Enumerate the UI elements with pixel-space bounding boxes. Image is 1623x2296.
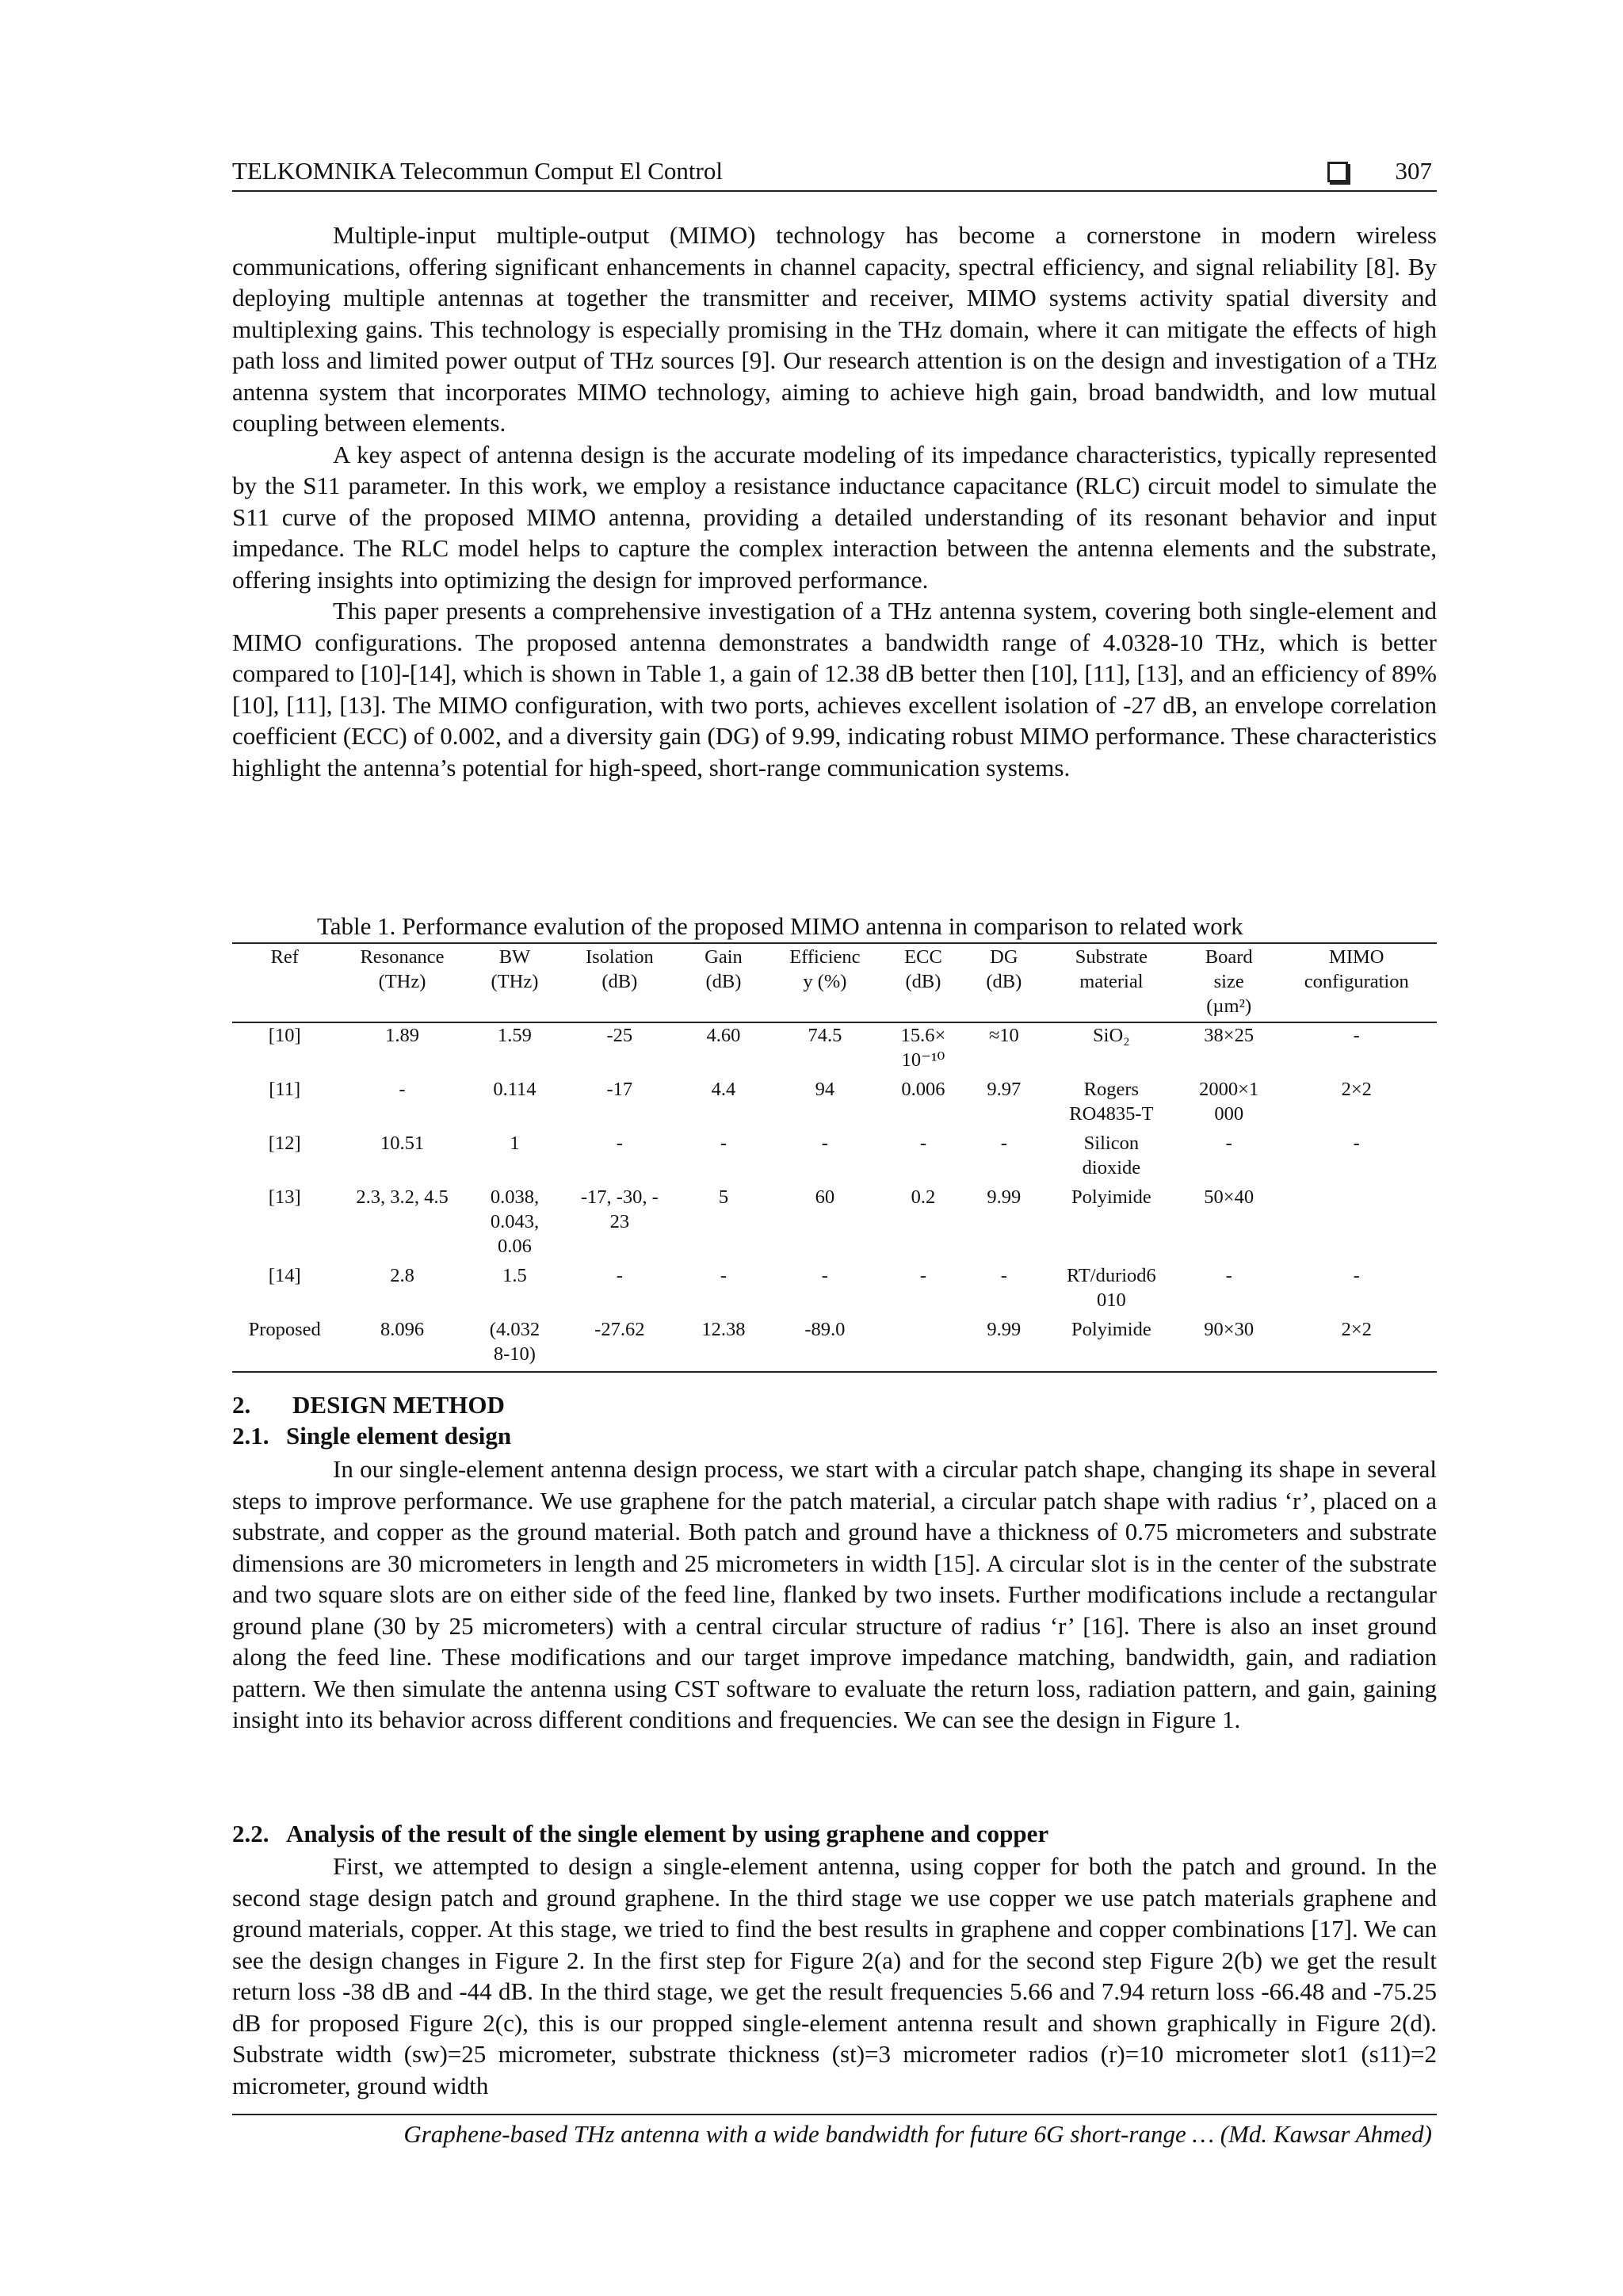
section-2-1-text bbox=[232, 1454, 1437, 1736]
table-row bbox=[232, 1263, 1437, 1317]
cell-line: 9.97 bbox=[987, 1079, 1022, 1100]
column-header bbox=[1277, 943, 1437, 1022]
table-cell bbox=[770, 1131, 880, 1185]
cell-line: RO4835-T bbox=[1069, 1103, 1154, 1125]
cell-line: - bbox=[1353, 1133, 1360, 1154]
table-cell bbox=[677, 1185, 769, 1263]
table-cell bbox=[562, 1077, 677, 1131]
header-line: material bbox=[1079, 971, 1144, 992]
cell-line: - bbox=[1000, 1133, 1007, 1154]
table-cell bbox=[967, 1185, 1041, 1263]
cell-line: 1.89 bbox=[385, 1025, 419, 1046]
table-row bbox=[232, 1131, 1437, 1185]
cell-line: dioxide bbox=[1082, 1157, 1141, 1179]
comparison-table bbox=[232, 942, 1437, 1373]
table-cell bbox=[770, 1077, 880, 1131]
checkbox-square-icon bbox=[1327, 162, 1348, 182]
paragraph: Multiple-input multiple-output (MIMO) technology has become a cornerstone in modern wireless communications, offering significant enhancements in channel capacity, spectral efficiency, and signal reliability [8]. By deploying multiple antennas at together the transmitter and receiver, MIMO systems activity spatial diversity and multiplexing gains. This technology is especially promising in the THz domain, where it can mitigate the effects of high path loss and limited power output of THz sources [9]. Our research attention is on the design and investigation of a THz antenna system that incorporates MIMO technology, aiming to achieve high gain, broad bandwidth, and low mutual coupling between elements. bbox=[232, 221, 1437, 437]
header-line: y (%) bbox=[803, 971, 847, 992]
cell-line: 15.6× bbox=[900, 1025, 946, 1046]
cell-line: 0.06 bbox=[498, 1236, 532, 1257]
table-cell bbox=[562, 1317, 677, 1372]
cell-line: 5 bbox=[718, 1186, 729, 1208]
table-cell bbox=[770, 1317, 880, 1372]
cell-line: 2.3, 3.2, 4.5 bbox=[356, 1186, 449, 1208]
cell-line: - bbox=[720, 1133, 727, 1154]
table-cell bbox=[1041, 1131, 1182, 1185]
cell-line: - bbox=[720, 1265, 727, 1286]
header-line: Resonance bbox=[360, 946, 445, 968]
table-cell bbox=[562, 1263, 677, 1317]
cell-line: 010 bbox=[1097, 1289, 1126, 1311]
header-line: Efficienc bbox=[789, 946, 861, 968]
cell-line: 2000×1 bbox=[1199, 1079, 1259, 1100]
journal-name: TELKOMNIKA Telecommun Comput El Control bbox=[232, 157, 723, 185]
table-cell bbox=[337, 1077, 467, 1131]
cell-line: 12.38 bbox=[701, 1319, 746, 1340]
cell-line: SiO₂ bbox=[1093, 1025, 1130, 1046]
column-header bbox=[770, 943, 880, 1022]
cell-line: 2.8 bbox=[390, 1265, 414, 1286]
table-caption: Table 1. Performance evalution of the proposed MIMO antenna in comparison to related work bbox=[317, 912, 1243, 940]
table-cell bbox=[880, 1317, 966, 1372]
cell-line: -17 bbox=[606, 1079, 633, 1100]
table-row bbox=[232, 1185, 1437, 1263]
table-cell bbox=[562, 1131, 677, 1185]
table-header-row bbox=[232, 943, 1437, 1022]
table-row bbox=[232, 1022, 1437, 1077]
cell-line: 1.5 bbox=[502, 1265, 527, 1286]
section-heading bbox=[232, 1391, 505, 1419]
cell-line: 0.2 bbox=[911, 1186, 936, 1208]
table-cell bbox=[468, 1077, 563, 1131]
table-body bbox=[232, 1022, 1437, 1372]
header-line: Gain bbox=[705, 946, 743, 968]
table-row bbox=[232, 1077, 1437, 1131]
cell-line: - bbox=[821, 1265, 828, 1286]
column-header bbox=[1041, 943, 1182, 1022]
cell-line: [13] bbox=[268, 1186, 301, 1208]
cell-line: 10.51 bbox=[380, 1133, 425, 1154]
table-row bbox=[232, 1317, 1437, 1372]
cell-line: - bbox=[1353, 1265, 1360, 1286]
cell-line: - bbox=[919, 1265, 927, 1286]
cell-line: - bbox=[1353, 1025, 1360, 1046]
cell-line: Polyimide bbox=[1071, 1186, 1151, 1208]
table-cell bbox=[677, 1022, 769, 1077]
table-cell bbox=[967, 1317, 1041, 1372]
table-cell bbox=[468, 1317, 563, 1372]
table-cell bbox=[967, 1077, 1041, 1131]
cell-line: - bbox=[919, 1133, 927, 1154]
cell-line: 4.4 bbox=[711, 1079, 736, 1100]
paragraph: First, we attempted to design a single-element antenna, using copper for both the patch and ground. In the second stage design patch and ground graphene. In the third stage we use copper we use patch materials graphene and ground materials, copper. At this stage, we tried to find the best results in graphene and copper combinations [17]. We can see the design changes in Figure 2. In the first step for Figure 2(a) and for the second step Figure 2(b) we get the result return loss -38 dB and -44 dB. In the third stage, we get the result frequencies 5.66 and 7.94 return loss -66.48 and -75.25 dB for proposed Figure 2(c), this is our propped single-element antenna result and shown graphically in Figure 2(d). Substrate width (sw)=25 micrometer, substrate thickness (st)=3 micrometer radios (r)=10 micrometer slot1 (s11)=2 micrometer, ground width bbox=[232, 1852, 1437, 2099]
cell-line: -89.0 bbox=[804, 1319, 846, 1340]
cell-line: 9.99 bbox=[987, 1319, 1022, 1340]
cell-line: -17, -30, - bbox=[580, 1186, 659, 1208]
table-cell bbox=[770, 1022, 880, 1077]
cell-line: RT/duriod6 bbox=[1066, 1265, 1156, 1286]
cell-line: 60 bbox=[815, 1186, 835, 1208]
cell-line: 90×30 bbox=[1204, 1319, 1254, 1340]
cell-line: Silicon bbox=[1083, 1133, 1140, 1154]
subsection-number: 2.1. bbox=[232, 1422, 269, 1450]
header-line: (dB) bbox=[705, 971, 742, 992]
running-footer bbox=[232, 2114, 1437, 2148]
table-cell bbox=[880, 1131, 966, 1185]
header-line: MIMO bbox=[1329, 946, 1384, 968]
cell-line: - bbox=[821, 1133, 828, 1154]
table-cell bbox=[1182, 1185, 1277, 1263]
cell-line: [12] bbox=[268, 1133, 301, 1154]
header-line: Ref bbox=[270, 946, 299, 968]
table-cell bbox=[1041, 1263, 1182, 1317]
cell-line: - bbox=[616, 1133, 623, 1154]
subsection-heading bbox=[232, 1820, 1048, 1848]
header-line: (dB) bbox=[905, 971, 941, 992]
introduction-text bbox=[232, 220, 1437, 783]
table-cell bbox=[1277, 1263, 1437, 1317]
cell-line: 1 bbox=[510, 1133, 520, 1154]
cell-line: (4.032 bbox=[489, 1319, 540, 1340]
cell-line: 0.038, bbox=[490, 1186, 540, 1208]
table-cell bbox=[232, 1022, 337, 1077]
cell-line: 74.5 bbox=[808, 1025, 842, 1046]
table-cell bbox=[232, 1263, 337, 1317]
cell-line: - bbox=[1000, 1265, 1007, 1286]
table-cell bbox=[468, 1263, 563, 1317]
cell-line: - bbox=[399, 1079, 406, 1100]
header-line: configuration bbox=[1304, 971, 1409, 992]
cell-line: [10] bbox=[268, 1025, 301, 1046]
header-line: (THz) bbox=[378, 971, 426, 992]
table-cell bbox=[468, 1185, 563, 1263]
table-cell bbox=[232, 1131, 337, 1185]
header-line: Board bbox=[1205, 946, 1253, 968]
header-line: ECC bbox=[904, 946, 942, 968]
column-header bbox=[562, 943, 677, 1022]
column-header bbox=[468, 943, 563, 1022]
cell-line: - bbox=[1225, 1265, 1232, 1286]
cell-line: -25 bbox=[606, 1025, 633, 1046]
subsection-title: Single element design bbox=[286, 1422, 512, 1450]
table-cell bbox=[1041, 1077, 1182, 1131]
cell-line: - bbox=[616, 1265, 623, 1286]
cell-line: Polyimide bbox=[1071, 1319, 1151, 1340]
table-cell bbox=[880, 1022, 966, 1077]
header-line: BW bbox=[498, 946, 531, 968]
cell-line: 8-10) bbox=[493, 1343, 536, 1365]
table-cell bbox=[1277, 1317, 1437, 1372]
cell-line: 38×25 bbox=[1204, 1025, 1254, 1046]
header-line: size bbox=[1213, 971, 1244, 992]
cell-line: 10⁻¹⁰ bbox=[901, 1049, 945, 1071]
table-cell bbox=[232, 1077, 337, 1131]
cell-line: -27.62 bbox=[594, 1319, 645, 1340]
cell-line: 0.006 bbox=[901, 1079, 945, 1100]
table-cell bbox=[1277, 1131, 1437, 1185]
column-header bbox=[677, 943, 769, 1022]
paragraph: In our single-element antenna design process, we start with a circular patch shape, changing its shape in several steps to improve performance. We use graphene for the patch material, a circular patch shape with radius ‘r’, placed on a substrate, and copper as the ground material. Both patch and ground have a thickness of 0.75 micrometers and substrate dimensions are 30 micrometers in length and 25 micrometers in width [15]. A circular slot is in the center of the substrate and two square slots are on either side of the feed line, flanked by two insets. Further modifications include a rectangular ground plane (30 by 25 micrometers) with a central circular structure of radius ‘r’ [16]. There is also an inset ground along the feed line. These modifications and our target improve impedance matching, bandwidth, gain, and radiation pattern. We then simulate the antenna using CST software to evaluate the return loss, radiation pattern, and gain, gaining insight into its behavior across different conditions and frequencies. We can see the design in Figure 1. bbox=[232, 1455, 1437, 1733]
table-cell bbox=[880, 1263, 966, 1317]
table-cell bbox=[468, 1022, 563, 1077]
paragraph: A key aspect of antenna design is the accurate modeling of its impedance characteristics, typically represented by the S11 parameter. In this work, we employ a resistance inductance capacitance (RLC) circuit model to simulate the S11 curve of the proposed MIMO antenna, providing a detailed understanding of its resonant behavior and input impedance. The RLC model helps to capture the complex interaction between the antenna elements and the substrate, offering insights into optimizing the design for improved performance. bbox=[232, 440, 1437, 594]
table-cell bbox=[232, 1185, 337, 1263]
cell-line: 23 bbox=[609, 1211, 630, 1232]
table-cell bbox=[967, 1131, 1041, 1185]
table-cell bbox=[967, 1263, 1041, 1317]
cell-line: 1.59 bbox=[498, 1025, 532, 1046]
table-cell bbox=[337, 1263, 467, 1317]
cell-line: 2×2 bbox=[1341, 1079, 1372, 1100]
table-cell bbox=[468, 1131, 563, 1185]
table-cell bbox=[1182, 1317, 1277, 1372]
table-cell bbox=[1182, 1263, 1277, 1317]
cell-line: 000 bbox=[1214, 1103, 1244, 1125]
subsection-number: 2.2. bbox=[232, 1820, 269, 1847]
table-cell bbox=[1182, 1077, 1277, 1131]
table-cell bbox=[677, 1317, 769, 1372]
table-cell bbox=[1041, 1022, 1182, 1077]
table-cell bbox=[1182, 1022, 1277, 1077]
table-cell bbox=[1277, 1185, 1437, 1263]
cell-line: Proposed bbox=[248, 1319, 321, 1340]
cell-line: [14] bbox=[268, 1265, 301, 1286]
table-cell bbox=[967, 1022, 1041, 1077]
table-cell bbox=[770, 1263, 880, 1317]
column-header bbox=[337, 943, 467, 1022]
section-number: 2. bbox=[232, 1391, 251, 1419]
cell-line: 0.114 bbox=[493, 1079, 537, 1100]
header-line: (dB) bbox=[601, 971, 638, 992]
cell-line: Rogers bbox=[1083, 1079, 1140, 1100]
cell-line: 4.60 bbox=[706, 1025, 741, 1046]
table-cell bbox=[1277, 1077, 1437, 1131]
page-number: 307 bbox=[1395, 157, 1432, 185]
table-cell bbox=[677, 1077, 769, 1131]
header-line: Substrate bbox=[1075, 946, 1148, 968]
subsection-heading bbox=[232, 1422, 511, 1450]
table-cell bbox=[677, 1131, 769, 1185]
table-cell bbox=[1041, 1185, 1182, 1263]
table-cell bbox=[562, 1185, 677, 1263]
footer-citation: Graphene-based THz antenna with a wide bandwidth for future 6G short-range … (Md. Kawsar Ahmed) bbox=[403, 2120, 1432, 2148]
table-cell bbox=[677, 1263, 769, 1317]
table-cell bbox=[232, 1317, 337, 1372]
cell-line: 0.043, bbox=[490, 1211, 540, 1232]
paragraph: This paper presents a comprehensive investigation of a THz antenna system, covering both single-element and MIMO configurations. The proposed antenna demonstrates a bandwidth range of 4.0328-10 THz, which is better compared to [10]-[14], which is shown in Table 1, a gain of 12.38 dB better then [10], [11], [13], and an efficiency of 89% [10], [11], [13]. The MIMO configuration, with two ports, achieves excellent isolation of -27 dB, an envelope correlation coefficient (ECC) of 0.002, and a diversity gain (DG) of 9.99, indicating robust MIMO performance. These characteristics highlight the antenna’s potential for high-speed, short-range communication systems. bbox=[232, 597, 1437, 781]
header-line: Isolation bbox=[585, 946, 654, 968]
cell-line: 9.99 bbox=[987, 1186, 1022, 1208]
table-cell bbox=[880, 1077, 966, 1131]
table-cell bbox=[1041, 1317, 1182, 1372]
table-cell bbox=[337, 1131, 467, 1185]
header-line: (THz) bbox=[491, 971, 539, 992]
table-cell bbox=[770, 1185, 880, 1263]
cell-line: ≈10 bbox=[988, 1025, 1019, 1046]
table-cell bbox=[337, 1022, 467, 1077]
column-header bbox=[880, 943, 966, 1022]
cell-line: 50×40 bbox=[1204, 1186, 1254, 1208]
subsection-title: Analysis of the result of the single element by using graphene and copper bbox=[286, 1820, 1049, 1847]
header-line: DG bbox=[990, 946, 1018, 968]
cell-line: 2×2 bbox=[1341, 1319, 1372, 1340]
cell-line: - bbox=[1225, 1133, 1232, 1154]
cell-line: [11] bbox=[269, 1079, 301, 1100]
column-header bbox=[232, 943, 337, 1022]
cell-line: 8.096 bbox=[380, 1319, 425, 1340]
section-2-2-text bbox=[232, 1851, 1437, 2101]
table-cell bbox=[880, 1185, 966, 1263]
table-cell bbox=[337, 1317, 467, 1372]
column-header bbox=[1182, 943, 1277, 1022]
table-cell bbox=[562, 1022, 677, 1077]
column-header bbox=[967, 943, 1041, 1022]
header-line: (dB) bbox=[986, 971, 1022, 992]
header-line: (µm²) bbox=[1206, 995, 1252, 1017]
running-header bbox=[232, 155, 1437, 192]
section-title: DESIGN METHOD bbox=[292, 1391, 505, 1419]
table-cell bbox=[337, 1185, 467, 1263]
cell-line: 94 bbox=[815, 1079, 835, 1100]
table-cell bbox=[1277, 1022, 1437, 1077]
table-cell bbox=[1182, 1131, 1277, 1185]
